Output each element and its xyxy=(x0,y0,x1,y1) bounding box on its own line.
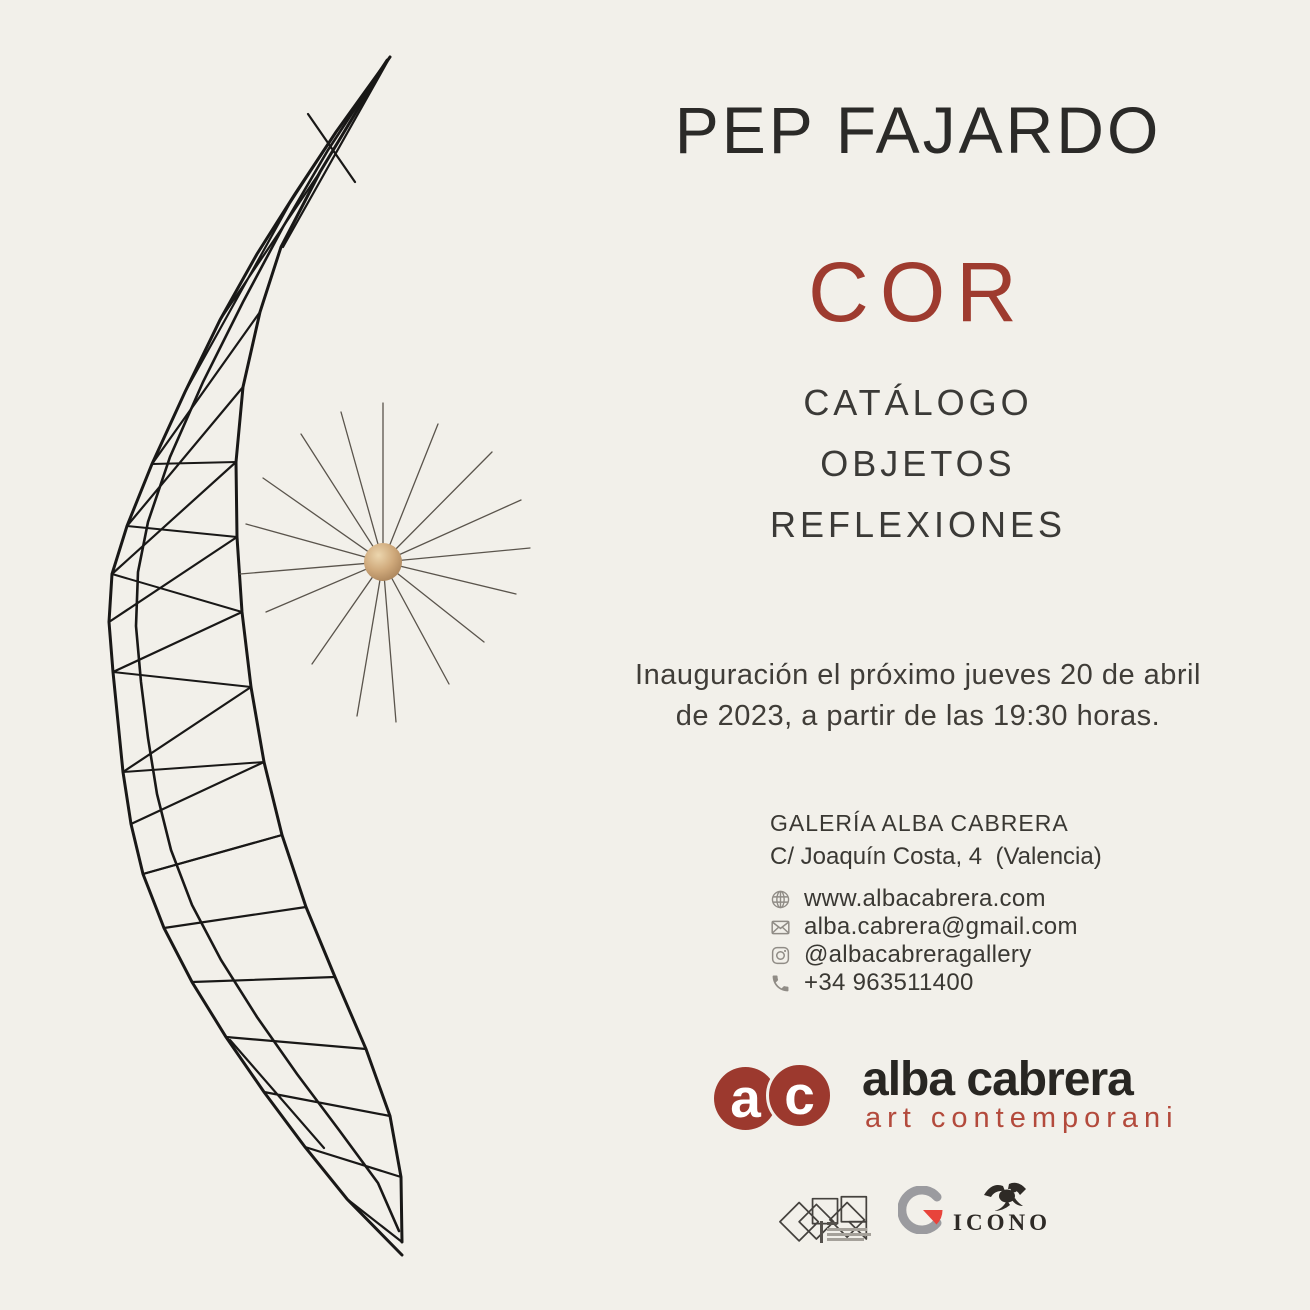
wooden-sphere xyxy=(364,543,402,581)
icono-bird-icon xyxy=(982,1179,1028,1213)
monogram-letter-a: a xyxy=(730,1067,761,1129)
contact-row-phone xyxy=(770,969,1102,997)
phone-text: +34 963511400 xyxy=(804,969,974,996)
monogram-circle-c xyxy=(766,1062,833,1129)
exhibition-subtitle xyxy=(618,372,1218,555)
ac-monogram xyxy=(714,1062,834,1130)
monogram-letter-c: c xyxy=(784,1064,815,1126)
subtitle-line: CATÁLOGO xyxy=(803,382,1033,423)
gallery-info xyxy=(770,810,1102,997)
g-partner-logo xyxy=(898,1186,946,1234)
instagram-text: @albacabreragallery xyxy=(804,941,1032,968)
website-text: www.albacabrera.com xyxy=(804,885,1046,912)
instagram-icon xyxy=(770,945,791,966)
starburst-sculpture xyxy=(240,403,530,722)
wire-crescent-sculpture xyxy=(109,57,402,1255)
opening-info xyxy=(618,655,1218,737)
contact-row-instagram xyxy=(770,941,1102,969)
email-text: alba.cabrera@gmail.com xyxy=(804,913,1078,940)
contact-row-email xyxy=(770,913,1102,941)
phone-icon xyxy=(770,973,791,994)
subtitle-line: REFLEXIONES xyxy=(769,504,1067,545)
wire-sculpture-artwork xyxy=(0,0,620,1310)
artist-name: PEP FAJARDO xyxy=(674,93,1162,167)
icono-logo-label: ICONO xyxy=(953,1210,1051,1235)
brand-tagline: art contemporani xyxy=(865,1102,1179,1134)
globe-icon xyxy=(770,889,791,910)
exhibition-title: COR xyxy=(808,245,1028,339)
brand-name: alba cabrera xyxy=(862,1053,1133,1106)
alba-cabrera-logo xyxy=(618,1052,1218,1142)
opening-info-line: Inauguración el próximo jueves 20 de abril xyxy=(635,659,1201,691)
gallery-address: C/ Joaquín Costa, 4 (Valencia) xyxy=(770,843,1102,870)
subtitle-line: OBJETOS xyxy=(820,443,1016,484)
envelope-icon xyxy=(770,917,791,938)
gallery-name: GALERÍA ALBA CABRERA xyxy=(770,810,1069,836)
association-fine-print xyxy=(820,1221,880,1245)
opening-info-line: de 2023, a partir de las 19:30 horas. xyxy=(675,700,1161,732)
contact-row-website xyxy=(770,885,1102,913)
